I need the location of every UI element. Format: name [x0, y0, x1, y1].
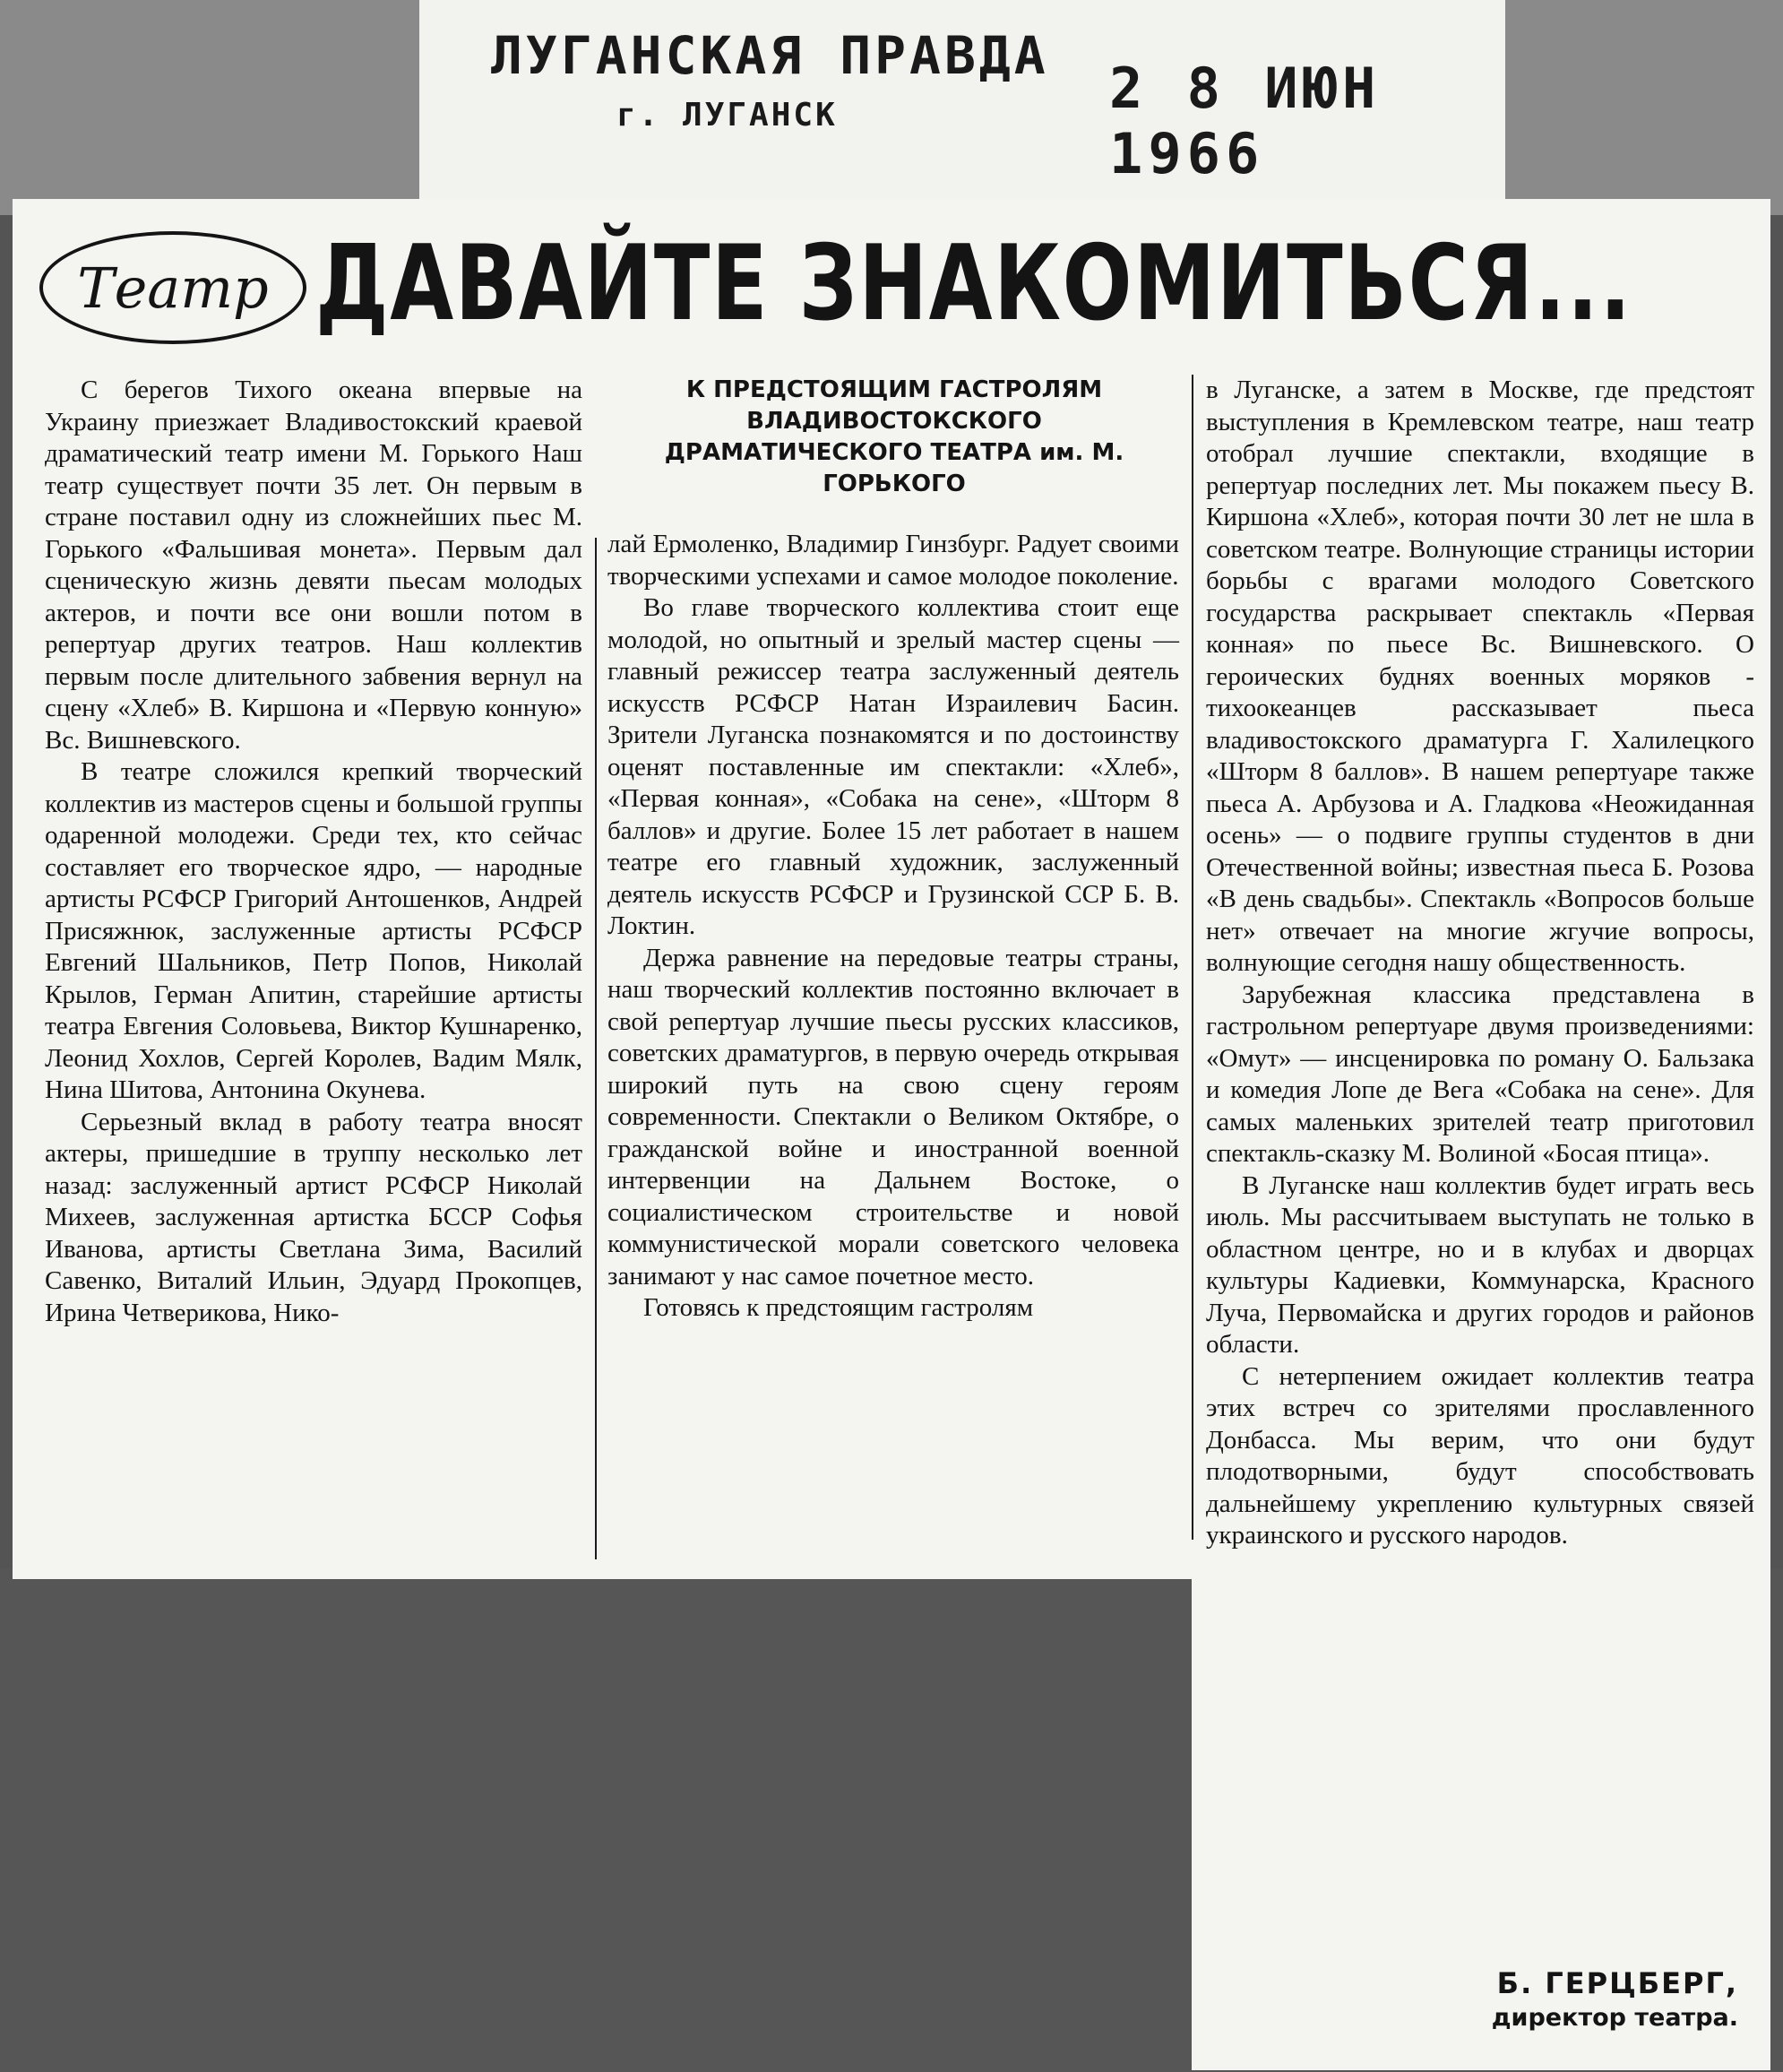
column-divider: [1192, 375, 1193, 1540]
author-signature: [1434, 1966, 1738, 2032]
stamp-newspaper-name: ЛУГАНСКАЯ ПРАВДА: [491, 25, 1049, 86]
article-column-3: [1206, 375, 1754, 1552]
paragraph: В Луганске наш коллектив будет играть весь июль. Мы рассчитываем выступать не только в областном центре, но и в клубах и дворцах культуры Кадиевки, Коммунарска, Красного Луча, Первомайска и других городов и районов области.: [1206, 1170, 1754, 1359]
stamp-date: 2 8 ИЮН 1966: [1109, 56, 1382, 186]
paragraph: Зарубежная классика представлена в гастрольном репертуаре двумя произведениями: «Омут» — инсценировка по роману О. Бальзака и комедия Лопе де Вега «Собака на сене». Для самых маленьких зрителей театр приготовил спектакль-сказку М. Волиной «Босая птица».: [1206, 980, 1754, 1168]
article-headline: ДАВАЙТЕ ЗНАКОМИТЬСЯ...: [315, 223, 1632, 344]
stamp-city: г. ЛУГАНСК: [616, 97, 838, 134]
author-role: директор театра.: [1491, 2004, 1738, 2032]
paragraph: в Луганске, а затем в Москве, где предстоят выступления в Кремлевском театре, наш театр отобрал лучшие спектакли, входящие в репертуар последних лет. Мы покажем пьесу В. Киршона «Хлеб», которая почти 30 лет не шла в советском театре. Волнующие страницы истории борьбы с врагами молодого Советского государства раскрывает спектакль «Первая конная» по пьесе Вс. Вишневского. О героических буднях военных моряков - тихоокеанцев рассказывает пьеса владивостокского драматурга Г. Халилецкого «Шторм 8 баллов». В нашем репертуаре также пьеса А. Арбузова и А. Гладкова «Неожиданная осень» — о подвиге группы студентов в дни Отечественной войны; известная пьеса Б. Розова «В день свадьбы». Спектакль «Вопросов больше нет» отвечает на многие жгучие вопросы, волнующие сегодня нашу общественность.: [1206, 376, 1754, 977]
article-subheading: К ПРЕДСТОЯЩИМ ГАСТРОЛЯМ ВЛАДИВОСТОКСКОГО ДРАМАТИЧЕСКОГО ТЕАТРА им. М. ГОРЬКОГО: [664, 376, 1124, 497]
paragraph: В театре сложился крепкий творческий коллектив из мастеров сцены и большой группы одаренной молодежи. Среди тех, кто сейчас составляет его творческое ядро, — народные артисты РСФСР Григорий Антошенков, Андрей Присяжнюк, заслуженные артисты РСФСР Евгений Шальников, Петр Попов, Николай Крылов, Герман Апитин, старейшие артисты театра Евгения Соловьева, Виктор Кушнаренко, Леонид Хохлов, Сергей Королев, Вадим Мялк, Нина Шитова, Антонина Окунева.: [45, 757, 582, 1104]
paragraph: Готовясь к предстоящим гастролям: [643, 1293, 1034, 1322]
paragraph: С берегов Тихого океана впервые на Украину приезжает Владивостокский краевой драматический театр имени М. Горького Наш театр существует почти 35 лет. Он первым в стране поставил одну из сложнейших пьес М. Горького «Фальшивая монета». Первым дал сценическую жизнь девяти пьесам молодых актеров, и почти все они вошли потом в репертуар других театров. Наш коллектив первым после длительного забвения вернул на сцену «Хлеб» В. Киршона и «Первую конную» Вс. Вишневского.: [45, 376, 582, 755]
paragraph: Серьезный вклад в работу театра вносят актеры, пришедшие в труппу несколько лет назад: заслуженный артист РСФСР Николай Михеев, заслуженная артистка БССР Софья Иванова, артисты Светлана Зима, Василий Савенко, Виталий Ильин, Эдуард Прокопцев, Ирина Четверикова, Нико-: [45, 1107, 582, 1327]
paragraph: Держа равнение на передовые театры страны, наш творческий коллектив постоянно включает в свой репертуар лучшие пьесы русских классиков, советских драматургов, в первую очередь открывая широкий путь на свою сцену героям современности. Спектакли о Великом Октябре, о гражданской войне и иностранной военной интервенции на Дальнем Востоке, о социалистическом строительстве и новой коммунистической морали советского человека занимают у нас самое почетное место.: [607, 943, 1179, 1291]
paragraph: лай Ермоленко, Владимир Гинзбург. Радует своими творческими успехами и самое молодое поколение.: [607, 530, 1179, 591]
article-column-1: [45, 375, 582, 1329]
article-column-2: [607, 529, 1179, 1325]
column-divider: [595, 538, 597, 1559]
paragraph: Во главе творческого коллектива стоит еще молодой, но опытный и зрелый мастер сцены — главный режиссер театра заслуженный деятель искусств РСФСР Натан Израилевич Басин. Зрители Луганска познакомятся и по достоинству оценят поставленные им спектакли: «Хлеб», «Первая конная», «Собака на сене», «Шторм 8 баллов» и другие. Более 15 лет работает в нашем театре его главный художник, заслуженный деятель искусств РСФСР и Грузинской ССР Б. В. Локтин.: [607, 593, 1179, 940]
theatre-rubric-logo: Театр: [39, 231, 306, 344]
author-name: Б. ГЕРЦБЕРГ,: [1496, 1966, 1738, 2000]
paragraph: С нетерпением ожидает коллектив театра этих встреч со зрителями прославленного Донбасса. Мы верим, что они будут плодотворными, будут способствовать дальнейшему укреплению культурных связей украинского и русского народов.: [1206, 1361, 1754, 1550]
newspaper-stamp-slip: [419, 0, 1505, 204]
